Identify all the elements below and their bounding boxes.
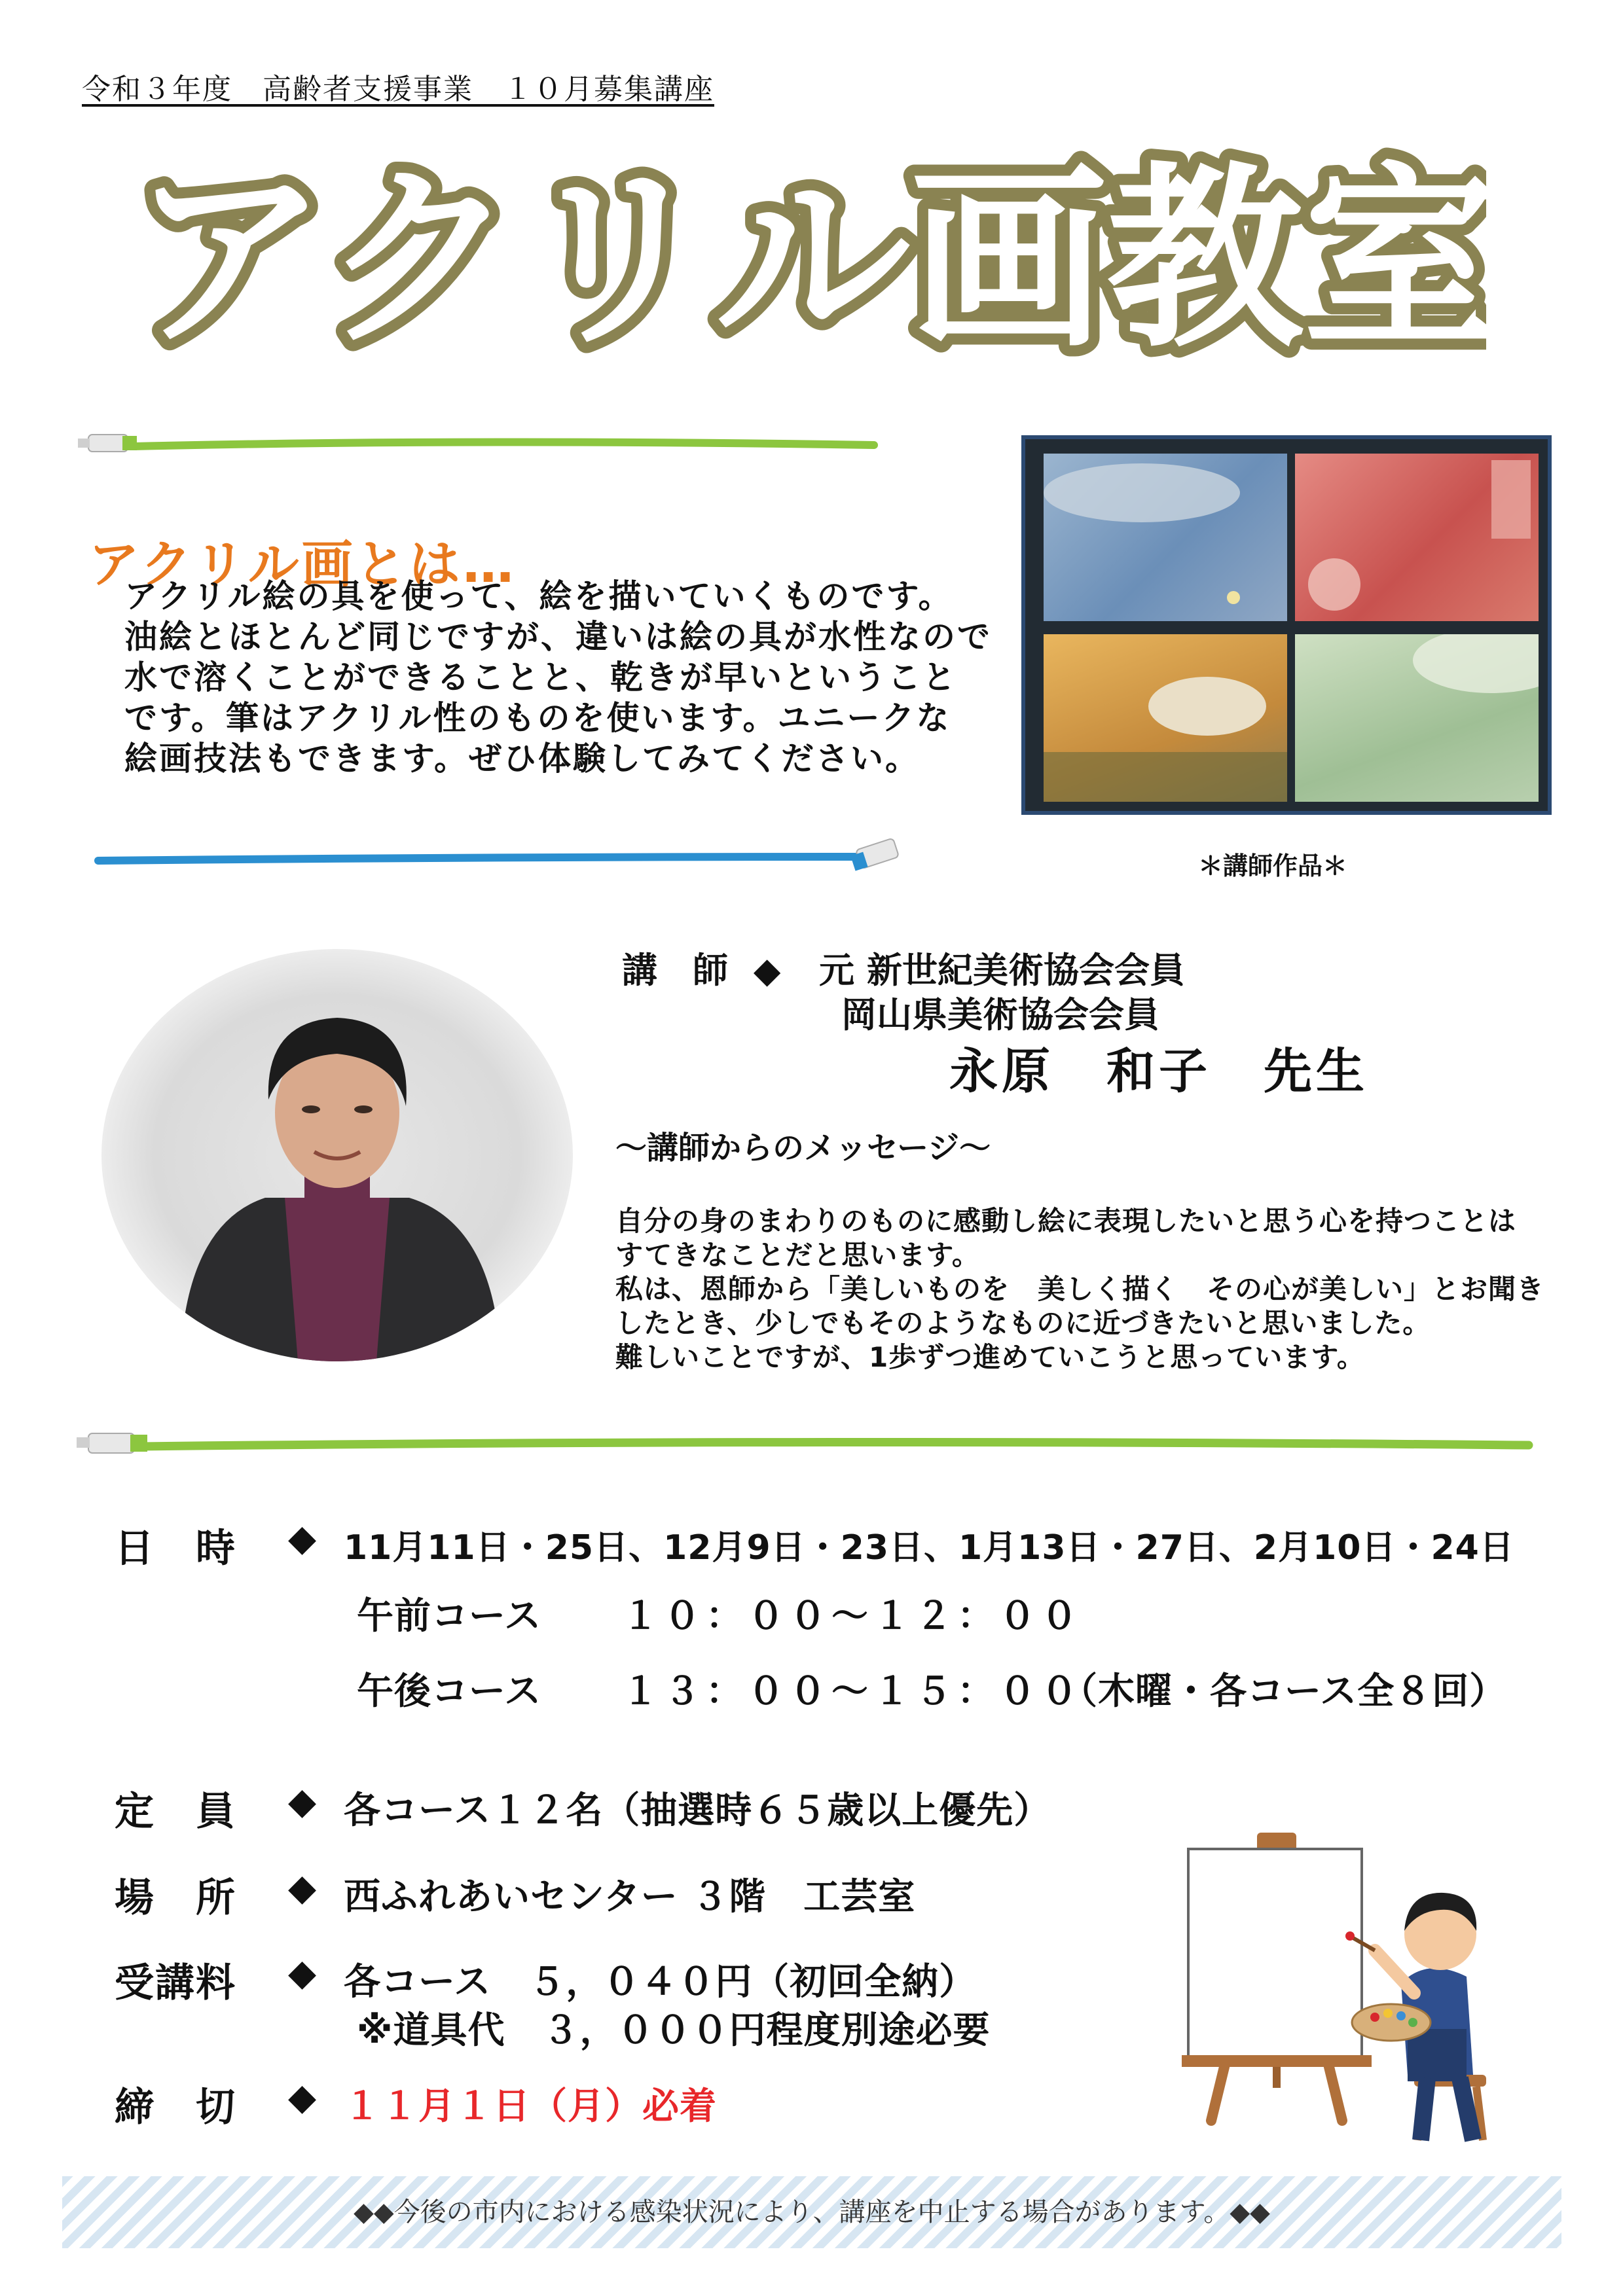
instructor-portrait bbox=[101, 949, 573, 1361]
fee-value: 各コース ５，０４０円（初回全納） bbox=[344, 1961, 977, 2003]
painter-at-easel-illustration bbox=[1165, 1813, 1506, 2153]
diamond-icon: ◆ bbox=[288, 1517, 318, 1560]
message-heading: ～講師からのメッセージ～ bbox=[615, 1130, 991, 1166]
artwork-panel-blue bbox=[1044, 454, 1287, 621]
afternoon-course-label: 午後コース bbox=[357, 1670, 542, 1713]
paint-tube-divider-top bbox=[75, 419, 881, 439]
paint-tube-divider-middle bbox=[92, 834, 917, 854]
message-line: 難しいことですが、1歩ずつ進めていこうと思っています。 bbox=[615, 1341, 1365, 1373]
intro-text bbox=[124, 576, 1028, 779]
artwork-panel-red bbox=[1295, 454, 1539, 621]
paint-tube-icon bbox=[92, 834, 917, 880]
instructor-artwork-photo bbox=[1021, 435, 1552, 815]
diamond-icon: ◆ bbox=[288, 2076, 318, 2119]
paint-tube-icon bbox=[75, 1414, 1542, 1460]
intro-line: です。筆はアクリル性のものを使います。ユニークな bbox=[124, 699, 951, 737]
diamond-icon: ◆ bbox=[288, 1780, 318, 1823]
deadline-value: １１月１日（月）必着 bbox=[344, 2085, 717, 2128]
intro-line: アクリル絵の具を使って、絵を描いていくものです。 bbox=[124, 577, 953, 615]
intro-line: 絵画技法もできます。ぜひ体験してみてください。 bbox=[124, 740, 920, 778]
instructor-name: 永原 和子 先生 bbox=[949, 1043, 1368, 1100]
afternoon-course-time: １３：００～１５：００ bbox=[622, 1670, 1083, 1713]
instructor-affiliation-1: 元 新世紀美術協会会員 bbox=[819, 950, 1185, 991]
fee-note: ※道具代 ３，０００円程度別途必要 bbox=[357, 2009, 991, 2052]
diamond-icon: ◆ bbox=[288, 1952, 318, 1994]
capacity-value: 各コース１２名（抽選時６５歳以上優先） bbox=[344, 1789, 1051, 1832]
message-line: すてきなことだと思います。 bbox=[615, 1239, 980, 1271]
main-title bbox=[144, 131, 1486, 380]
paint-tube-divider-bottom bbox=[75, 1414, 1542, 1433]
diamond-icon: ◆ bbox=[753, 950, 781, 991]
diamond-icon: ◆ bbox=[288, 1867, 318, 1909]
message-line: 自分の身のまわりのものに感動し絵に表現したいと思う心を持つことは bbox=[615, 1205, 1517, 1237]
instructor-label-row bbox=[622, 942, 1185, 993]
paint-tube-icon bbox=[75, 419, 881, 458]
morning-course-time: １０：００～１２：００ bbox=[622, 1595, 1083, 1638]
intro-heading: アクリル画とは… bbox=[88, 535, 517, 594]
morning-course-label: 午前コース bbox=[357, 1595, 542, 1638]
instructor-label: 講 師 bbox=[622, 950, 728, 991]
message-line: したとき、少しでもそのようなものに近づきたいと思いました。 bbox=[615, 1307, 1431, 1339]
instructor-affiliation-2: 岡山県美術協会会員 bbox=[841, 994, 1159, 1035]
location-value: 西ふれあいセンター ３階 工芸室 bbox=[344, 1876, 916, 1918]
fee-label: 受講料 bbox=[115, 1960, 236, 2006]
deadline-label: 締 切 bbox=[115, 2085, 236, 2130]
main-title-text: アクリル画教室 bbox=[144, 145, 1486, 374]
intro-line: 油絵とほとんど同じですが、違いは絵の具が水性なので bbox=[124, 618, 992, 656]
program-header: 令和３年度 高齢者支援事業 １０月募集講座 bbox=[82, 73, 714, 105]
schedule-label: 日 時 bbox=[115, 1526, 236, 1571]
capacity-label: 定 員 bbox=[115, 1789, 236, 1835]
course-note: （木曜・各コース全８回） bbox=[1061, 1670, 1507, 1713]
message-line: 私は、恩師から「美しいものを 美しく描く その心が美しい」とお聞き bbox=[615, 1273, 1545, 1305]
schedule-dates: 11月11日・25日、12月9日・23日、1月13日・27日、2月10日・24日 bbox=[344, 1528, 1514, 1568]
artwork-caption: ＊講師作品＊ bbox=[1198, 852, 1348, 880]
footer-notice: ◆◆今後の市内における感染状況により、講座を中止する場合があります。◆◆ bbox=[354, 2198, 1270, 2227]
footer-notice-band bbox=[62, 2176, 1561, 2248]
intro-line: 水で溶くことができることと、乾きが早いということ bbox=[124, 658, 957, 696]
artwork-panel-yellow bbox=[1044, 634, 1287, 802]
instructor-message bbox=[615, 1204, 1578, 1374]
location-label: 場 所 bbox=[115, 1875, 236, 1921]
artwork-panel-green bbox=[1295, 634, 1539, 802]
